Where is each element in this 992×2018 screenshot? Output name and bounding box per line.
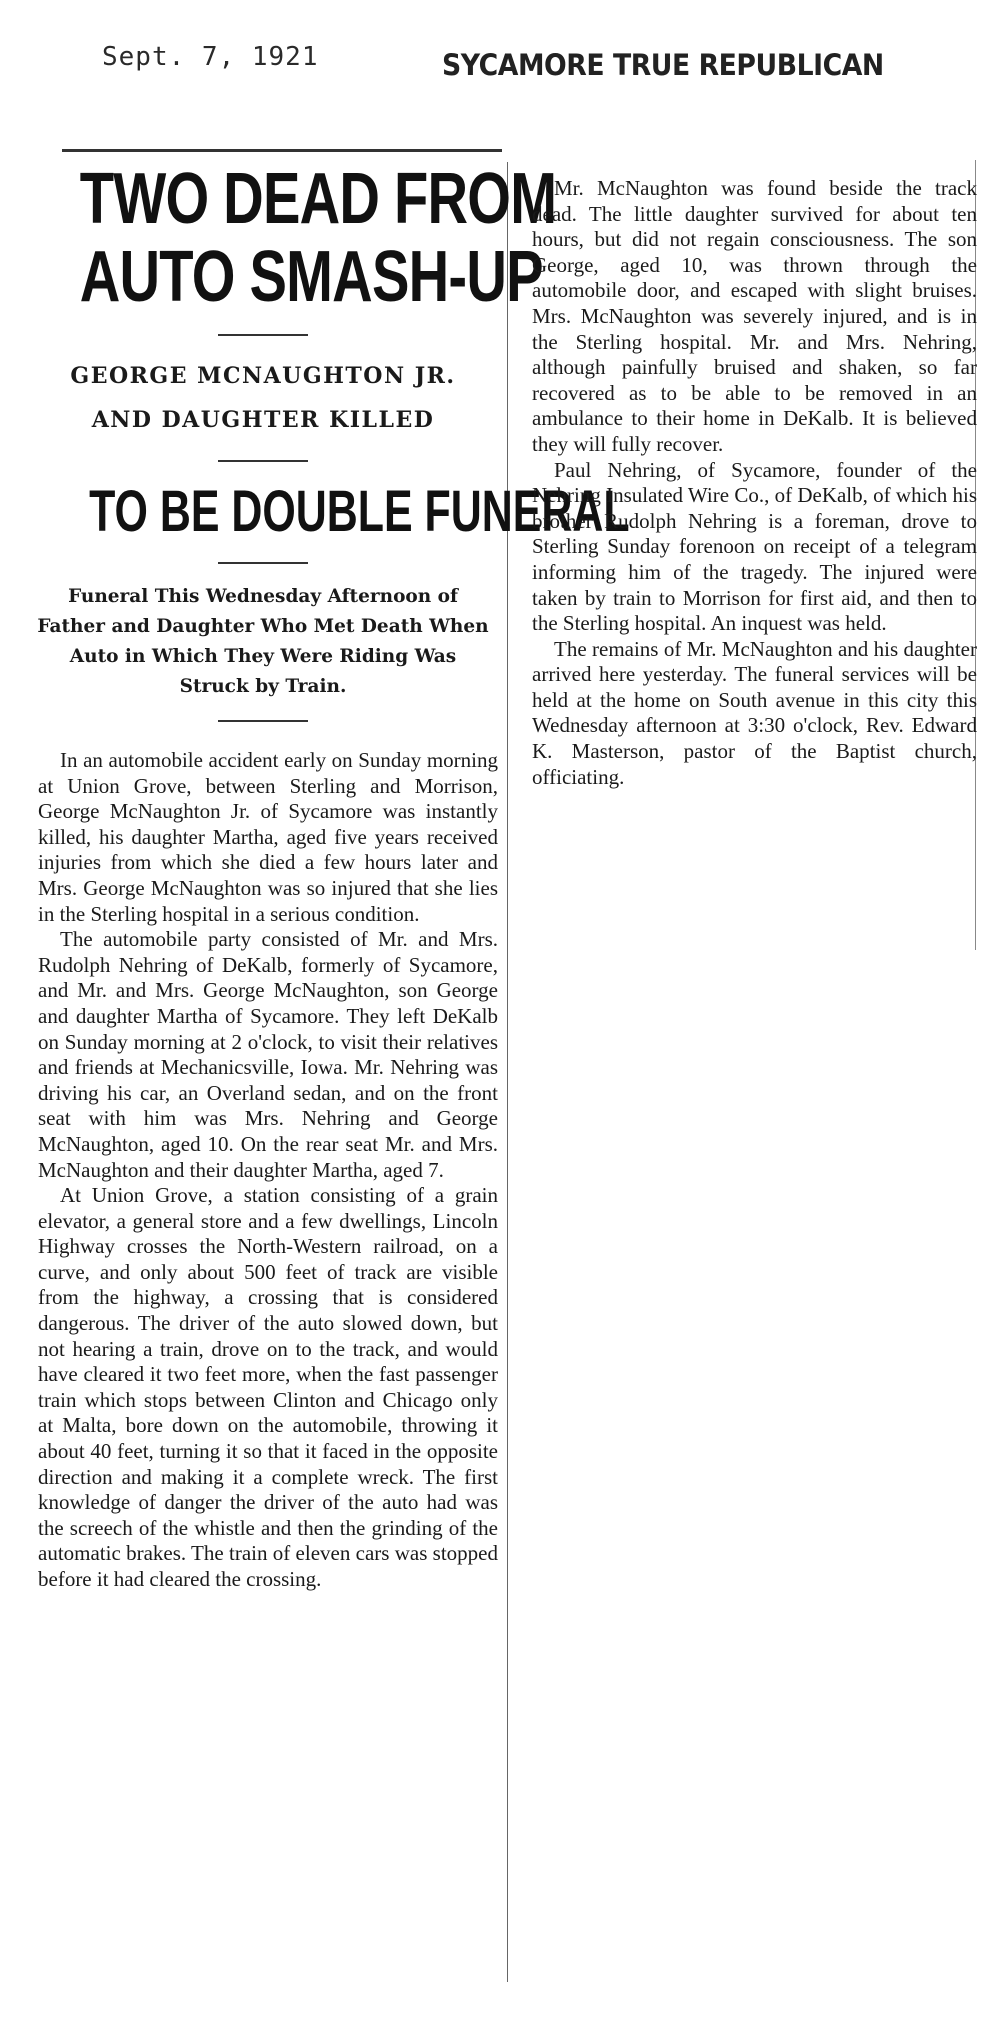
headline-line-1: TWO DEAD FROM <box>79 159 557 239</box>
left-column <box>28 159 630 1593</box>
column-divider <box>507 162 508 1982</box>
paragraph: In an automobile accident early on Sunday morning at Union Grove, between Sterling and Morrison, George McNaughton Jr. of Sycamore was instantly killed, his daughter Martha, aged five years received injuries from which she died a few hours later and Mrs. George McNaughton was so injured that she lies in the Sterling hospital in a serious condition. <box>38 748 498 926</box>
headline-rule <box>218 334 308 336</box>
right-column <box>532 176 977 790</box>
deck-line-2: AND DAUGHTER KILLED <box>91 407 435 433</box>
secondary-rule <box>218 562 308 564</box>
paragraph: At Union Grove, a station consisting of a grain elevator, a general store and a few dwellings, Lincoln Highway crosses the North-Western railroad, on a curve, and only about 500 feet of track are visible from the highway, a crossing that is considered dangerous. The driver of the auto slowed down, but not hearing a train, drove on to the track, and would have cleared it two feet more, when the fast passenger train which stops between Clinton and Chicago only at Malta, bore down on the automobile, throwing it about 40 feet, turning it so that it faced in the opposite direction and making it a complete wreck. The first knowledge of danger the driver of the auto had was the screech of the whistle and then the grinding of the automatic brakes. The train of eleven cars was stopped before it had cleared the crossing. <box>38 1183 498 1591</box>
headline-line-2: AUTO SMASH-UP <box>79 237 543 317</box>
paragraph: The automobile party consisted of Mr. and Mrs. Rudolph Nehring of DeKalb, formerly of Sycamore, and Mr. and Mrs. George McNaughton, son George and daughter Martha of Sycamore. They left DeKalb on Sunday morning at 2 o'clock, to visit their relatives and friends at Mechanicsville, Iowa. Mr. Nehring was driving his car, an Overland sedan, and on the front seat with him was Mrs. Nehring and George McNaughton, aged 10. On the rear seat Mr. and Mrs. McNaughton and their daughter Martha, aged 7. <box>38 927 498 1182</box>
newspaper-name: SYCAMORE TRUE REPUBLICAN <box>442 48 884 82</box>
subdeck-rule <box>218 720 308 722</box>
subdeck: Funeral This Wednesday Afternoon of Father and Daughter Who Met Death When Auto in Which They Were Riding Was Struck by Train. <box>37 586 489 697</box>
clipping-date: Sept. 7, 1921 <box>102 42 319 72</box>
deck-line-1: GEORGE MCNAUGHTON JR. <box>70 363 456 389</box>
paragraph: The remains of Mr. McNaughton and his daughter arrived here yesterday. The funeral services will be held at the home on South avenue in this city this Wednesday afternoon at 3:30 o'clock, Rev. Edward K. Masterson, pastor of the Baptist church, officiating. <box>532 636 977 789</box>
secondary-headline: TO BE DOUBLE FUNERAL <box>89 479 630 544</box>
paragraph: Mr. McNaughton was found beside the track dead. The little daughter survived for about ten hours, but did not regain consciousness. The son George, aged 10, was thrown through the automobile door, and escaped with slight bruises. Mrs. McNaughton was severely injured, and is in the Sterling hospital. Mr. and Mrs. Nehring, although painfully bruised and shaken, so far recovered as to be able to be removed in an ambulance to their home in DeKalb. It is believed they will fully recover. <box>532 176 977 456</box>
top-rule <box>62 149 502 152</box>
deck-rule <box>218 460 308 462</box>
left-body <box>28 748 498 1593</box>
paragraph: Paul Nehring, of Sycamore, founder of the Nehring Insulated Wire Co., of DeKalb, of which his brother Rudolph Nehring is a foreman, drove to Sterling Sunday forenoon on receipt of a telegram informing him of the tragedy. The injured were taken by train to Morrison for first aid, and then to the Sterling hospital. An inquest was held. <box>532 457 977 636</box>
